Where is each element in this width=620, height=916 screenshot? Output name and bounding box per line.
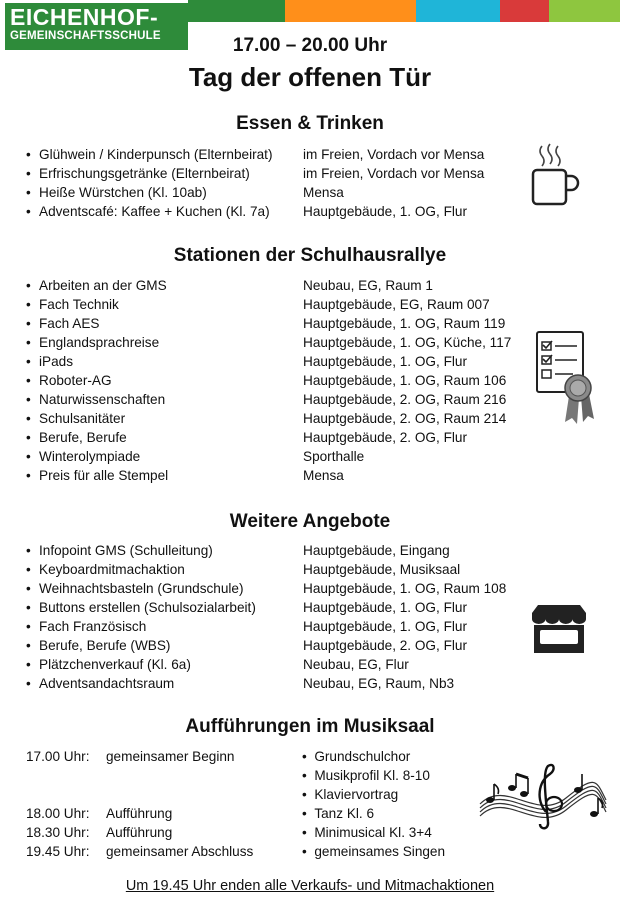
item-location: Hauptgebäude, Eingang <box>303 543 450 558</box>
item-name: Buttons erstellen (Schulsozialarbeit) <box>39 600 256 615</box>
list-item: • Berufe, Berufe (WBS) Hauptgebäude, 2. OG, Flur <box>26 638 467 653</box>
list-item: • Berufe, Berufe Hauptgebäude, 2. OG, Flur <box>26 430 467 445</box>
item-location: Hauptgebäude, 1. OG, Raum 106 <box>303 373 507 388</box>
section-heading-more: Weitere Angebote <box>229 511 391 532</box>
list-item: • Fach AES Hauptgebäude, 1. OG, Raum 119 <box>26 316 506 331</box>
list-item: • Roboter-AG Hauptgebäude, 1. OG, Raum 106 <box>26 373 507 388</box>
color-bar-blue <box>416 0 500 22</box>
list-item: • Infopoint GMS (Schulleitung) Hauptgebäude, Eingang <box>26 543 450 558</box>
item-name: Plätzchenverkauf (Kl. 6a) <box>39 657 191 672</box>
coffee-cup-icon <box>528 142 580 208</box>
list-item: • Naturwissenschaften Hauptgebäude, 2. OG, Raum 216 <box>26 392 507 407</box>
item-name: Arbeiten an der GMS <box>39 278 167 293</box>
schedule-time: 19.45 Uhr: <box>26 844 90 859</box>
item-location: Hauptgebäude, 1. OG, Flur <box>303 204 467 219</box>
market-stall-icon <box>528 603 590 655</box>
footer-note: Um 19.45 Uhr enden alle Verkaufs- und Mitmachaktionen <box>125 878 495 894</box>
item-location: Hauptgebäude, 2. OG, Raum 214 <box>303 411 507 426</box>
section-heading-food: Essen & Trinken <box>236 113 384 134</box>
list-item: • Adventsandachtsraum Neubau, EG, Raum, Nb3 <box>26 676 455 691</box>
color-bar-red <box>500 0 549 22</box>
list-item: • Klaviervortrag <box>302 787 399 802</box>
list-item: • Winterolympiade Sporthalle <box>26 449 365 464</box>
item-location: Hauptgebäude, 1. OG, Raum 119 <box>303 316 506 331</box>
item-name: Roboter-AG <box>39 373 112 388</box>
list-item: • Musikprofil Kl. 8-10 <box>302 768 430 783</box>
schedule-event: gemeinsamer Beginn <box>106 749 235 764</box>
list-item: • Plätzchenverkauf (Kl. 6a) Neubau, EG, Flur <box>26 657 409 672</box>
schedule-time: 18.30 Uhr: <box>26 825 90 840</box>
list-item: • Erfrischungsgetränke (Elternbeirat) im Freien, Vordach vor Mensa <box>26 166 485 181</box>
color-bar-orange <box>285 0 416 22</box>
list-item: • Minimusical Kl. 3+4 <box>302 825 432 840</box>
item-location: Neubau, EG, Raum 1 <box>303 278 433 293</box>
schedule-time: 18.00 Uhr: <box>26 806 90 821</box>
item-name: iPads <box>39 354 74 369</box>
schedule-row <box>26 842 253 861</box>
item-location: im Freien, Vordach vor Mensa <box>303 166 485 181</box>
logo-line-2: GEMEINSCHAFTSSCHULE <box>10 30 161 42</box>
event-time: 17.00 – 20.00 Uhr <box>232 35 388 56</box>
item-location: Neubau, EG, Raum, Nb3 <box>303 676 455 691</box>
list-item: • Fach Französisch Hauptgebäude, 1. OG, Flur <box>26 619 467 634</box>
item-location: Mensa <box>303 185 344 200</box>
item-name: Adventsandachtsraum <box>39 676 175 691</box>
section-heading-rally: Stationen der Schulhausrallye <box>173 245 447 266</box>
item-location: Hauptgebäude, 1. OG, Flur <box>303 600 467 615</box>
program-item: Grundschulchor <box>314 749 411 764</box>
item-name: Erfrischungsgetränke (Elternbeirat) <box>39 166 250 181</box>
item-location: Hauptgebäude, 2. OG, Raum 216 <box>303 392 507 407</box>
item-name: Heiße Würstchen (Kl. 10ab) <box>39 185 207 200</box>
program-item: Tanz Kl. 6 <box>314 806 375 821</box>
item-location: Mensa <box>303 468 344 483</box>
item-location: Hauptgebäude, 1. OG, Flur <box>303 619 467 634</box>
item-name: Fach Französisch <box>39 619 147 634</box>
item-location: Hauptgebäude, 2. OG, Flur <box>303 430 467 445</box>
list-item: • Glühwein / Kinderpunsch (Elternbeirat) im Freien, Vordach vor Mensa <box>26 147 485 162</box>
item-location: Sporthalle <box>303 449 365 464</box>
item-location: Neubau, EG, Flur <box>303 657 409 672</box>
item-location: Hauptgebäude, EG, Raum 007 <box>303 297 490 312</box>
item-location: im Freien, Vordach vor Mensa <box>303 147 485 162</box>
schedule-row <box>26 747 234 766</box>
schedule-time: 17.00 Uhr: <box>26 749 90 764</box>
item-name: Naturwissenschaften <box>39 392 166 407</box>
logo-line-1: EICHENHOF- <box>10 4 159 30</box>
item-name: Fach AES <box>39 316 100 331</box>
list-item: • Heiße Würstchen (Kl. 10ab) Mensa <box>26 185 344 200</box>
program-item: gemeinsames Singen <box>314 844 446 859</box>
checklist-award-icon <box>533 330 595 426</box>
list-item: • Preis für alle Stempel Mensa <box>26 468 344 483</box>
item-location: Hauptgebäude, 1. OG, Raum 108 <box>303 581 507 596</box>
list-item: • iPads Hauptgebäude, 1. OG, Flur <box>26 354 467 369</box>
schedule-row <box>26 823 172 842</box>
item-name: Weihnachtsbasteln (Grundschule) <box>39 581 244 596</box>
list-item: • Adventscafé: Kaffee + Kuchen (Kl. 7a) Hauptgebäude, 1. OG, Flur <box>26 204 467 219</box>
list-item: • Fach Technik Hauptgebäude, EG, Raum 007 <box>26 297 490 312</box>
color-bar-lime <box>549 0 620 22</box>
schedule-row <box>26 804 172 823</box>
list-item: • Schulsanitäter Hauptgebäude, 2. OG, Raum 214 <box>26 411 507 426</box>
list-item: • gemeinsames Singen <box>302 844 446 859</box>
section-heading-music: Aufführungen im Musiksaal <box>185 716 435 737</box>
program-item: Minimusical Kl. 3+4 <box>314 825 432 840</box>
list-item: • Buttons erstellen (Schulsozialarbeit) Hauptgebäude, 1. OG, Flur <box>26 600 467 615</box>
schedule-event: gemeinsamer Abschluss <box>106 844 254 859</box>
program-item: Musikprofil Kl. 8-10 <box>314 768 430 783</box>
schedule-event: Aufführung <box>106 806 173 821</box>
list-item: • Tanz Kl. 6 <box>302 806 375 821</box>
item-name: Infopoint GMS (Schulleitung) <box>39 543 213 558</box>
item-location: Hauptgebäude, 1. OG, Küche, 117 <box>303 335 512 350</box>
item-name: Adventscafé: Kaffee + Kuchen (Kl. 7a) <box>39 204 270 219</box>
list-item: • Weihnachtsbasteln (Grundschule) Hauptgebäude, 1. OG, Raum 108 <box>26 581 507 596</box>
item-name: Englandsprachreise <box>39 335 160 350</box>
item-name: Fach Technik <box>39 297 119 312</box>
list-item: • Arbeiten an der GMS Neubau, EG, Raum 1 <box>26 278 433 293</box>
music-notes-icon <box>476 760 610 834</box>
item-name: Schulsanitäter <box>39 411 126 426</box>
list-item: • Grundschulchor <box>302 749 411 764</box>
schedule-event: Aufführung <box>106 825 173 840</box>
item-name: Berufe, Berufe <box>39 430 127 445</box>
list-item: • Englandsprachreise Hauptgebäude, 1. OG, Küche, 117 <box>26 335 512 350</box>
page-title: Tag der offenen Tür <box>188 62 432 92</box>
list-item: • Keyboardmitmachaktion Hauptgebäude, Musiksaal <box>26 562 461 577</box>
item-location: Hauptgebäude, Musiksaal <box>303 562 461 577</box>
program-item: Klaviervortrag <box>314 787 399 802</box>
item-name: Preis für alle Stempel <box>39 468 169 483</box>
item-name: Winterolympiade <box>39 449 141 464</box>
item-location: Hauptgebäude, 1. OG, Flur <box>303 354 467 369</box>
item-name: Keyboardmitmachaktion <box>39 562 185 577</box>
item-name: Berufe, Berufe (WBS) <box>39 638 171 653</box>
item-name: Glühwein / Kinderpunsch (Elternbeirat) <box>39 147 273 162</box>
color-bar-green <box>188 0 285 22</box>
item-location: Hauptgebäude, 2. OG, Flur <box>303 638 467 653</box>
